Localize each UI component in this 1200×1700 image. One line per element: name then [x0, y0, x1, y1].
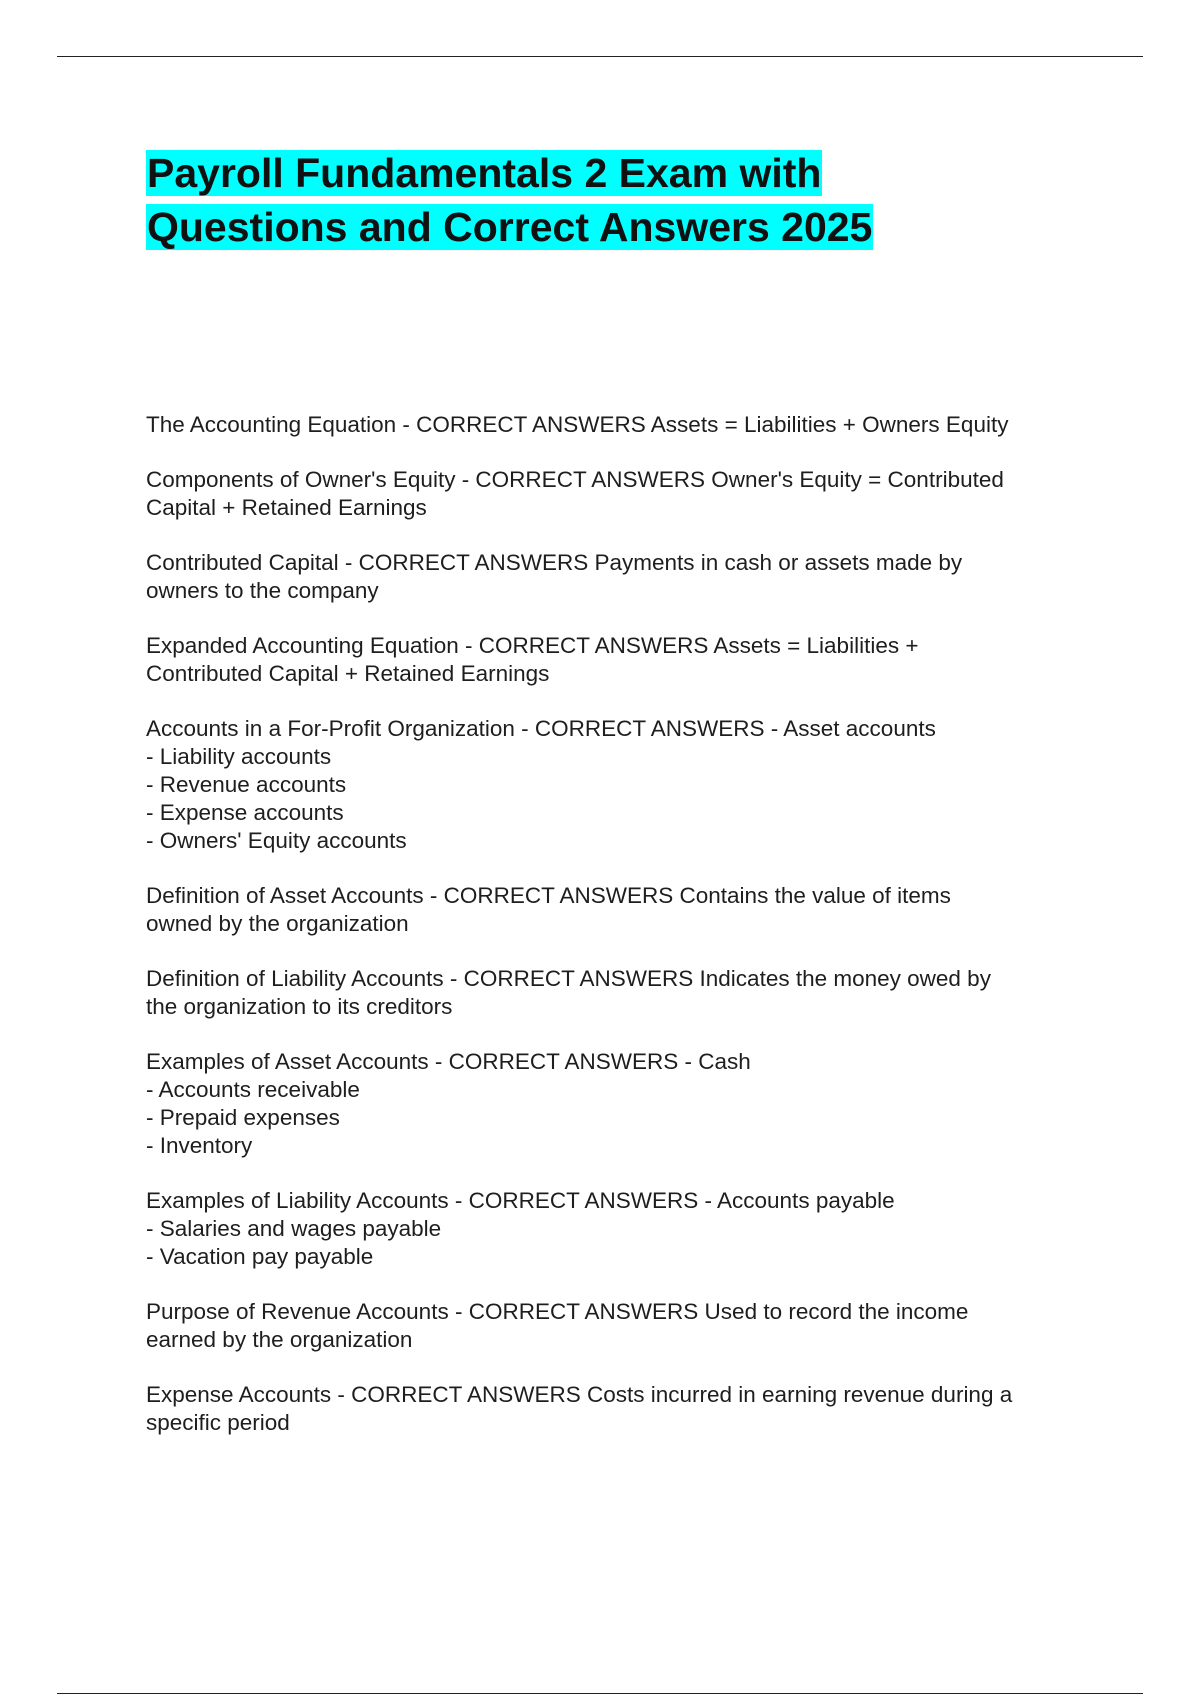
qa-item-for-profit-accounts: Accounts in a For-Profit Organization - CORRECT ANSWERS - Asset accounts - Liability accounts - Revenue accounts - Expense accounts - Owners' Equity accounts — [146, 716, 936, 853]
qa-item-expense-accounts: Expense Accounts - CORRECT ANSWERS Costs incurred in earning revenue during a specific period — [146, 1382, 1013, 1435]
bottom-divider — [57, 1693, 1143, 1694]
qa-item-asset-accounts-examples: Examples of Asset Accounts - CORRECT ANSWERS - Cash - Accounts receivable - Prepaid expenses - Inventory — [146, 1049, 751, 1158]
qa-item-revenue-accounts-purpose: Purpose of Revenue Accounts - CORRECT ANSWERS Used to record the income earned by the organization — [146, 1299, 969, 1352]
qa-item-contributed-capital: Contributed Capital - CORRECT ANSWERS Payments in cash or assets made by owners to the company — [146, 550, 963, 603]
qa-item-expanded-equation: Expanded Accounting Equation - CORRECT ANSWERS Assets = Liabilities + Contributed Capital + Retained Earnings — [146, 633, 919, 686]
qa-item-owners-equity-components: Components of Owner's Equity - CORRECT ANSWERS Owner's Equity = Contributed Capital + Retained Earnings — [146, 467, 1004, 520]
qa-item-liability-accounts-examples: Examples of Liability Accounts - CORRECT ANSWERS - Accounts payable - Salaries and wages payable - Vacation pay payable — [146, 1188, 895, 1269]
page-title — [146, 146, 1046, 254]
qa-item-asset-accounts-definition: Definition of Asset Accounts - CORRECT ANSWERS Contains the value of items owned by the organization — [146, 883, 951, 936]
qa-list — [146, 411, 1096, 1464]
qa-item-accounting-equation: The Accounting Equation - CORRECT ANSWERS Assets = Liabilities + Owners Equity — [146, 412, 1009, 437]
title-line-1: Payroll Fundamentals 2 Exam with — [147, 150, 822, 196]
qa-item-liability-accounts-definition: Definition of Liability Accounts - CORRECT ANSWERS Indicates the money owed by the organization to its creditors — [146, 966, 991, 1019]
top-divider — [57, 56, 1143, 57]
title-line-2: Questions and Correct Answers 2025 — [147, 204, 873, 250]
